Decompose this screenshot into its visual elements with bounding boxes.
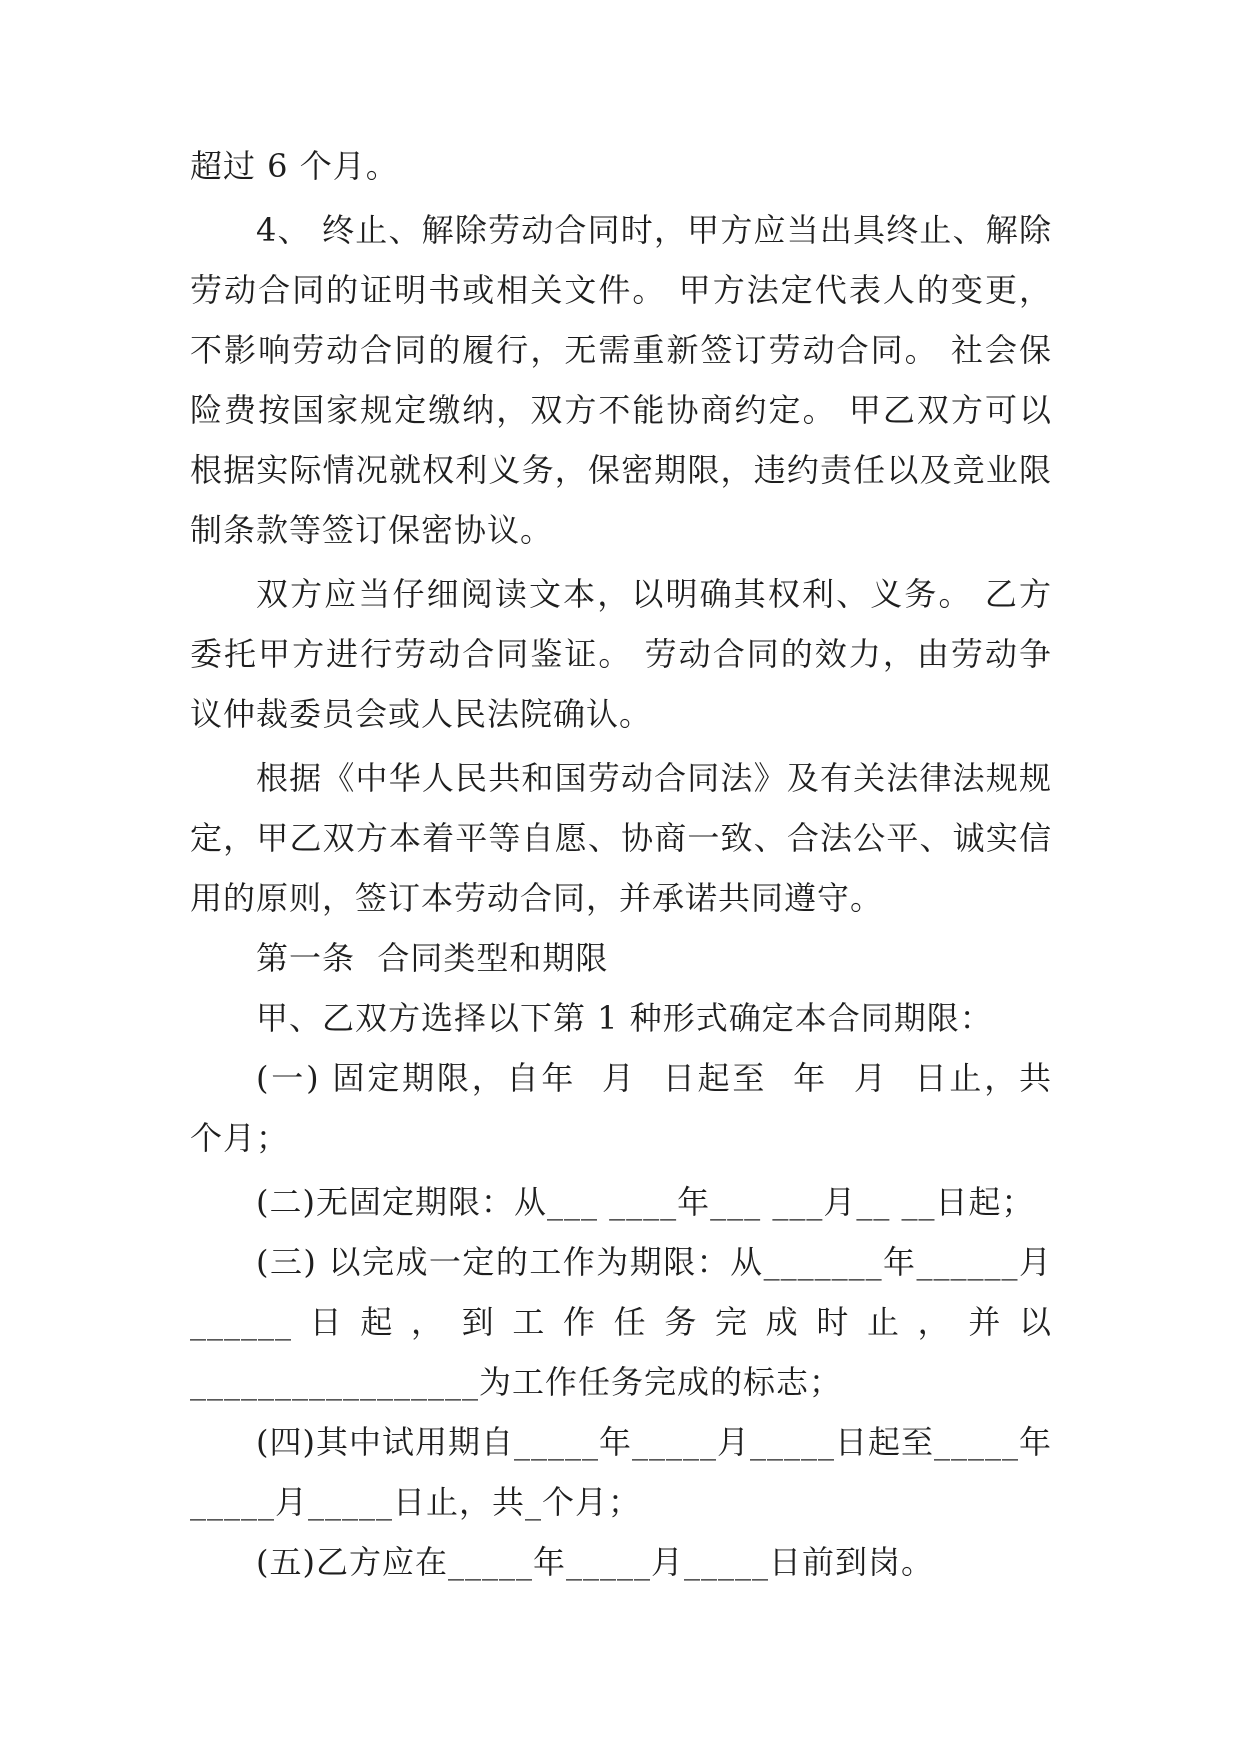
term-option-task-based: (三) 以完成一定的工作为期限：从_______年______月______日起，到工作任务完成时止，并以_________________为工作任务完成的标志； (190, 1243, 1052, 1401)
term-option-open-ended: (二)无固定期限：从___ ____年___ ___月__ __日起； (256, 1183, 1035, 1221)
paragraph-continuation: 超过 6 个月。 (190, 147, 399, 185)
start-date-clause: (五)乙方应在_____年_____月_____日前到岗。 (256, 1543, 934, 1581)
paragraph-termination-clause: 4、 终止、解除劳动合同时，甲方应当出具终止、解除劳动合同的证明书或相关文件。 甲方法定代表人的变更，不影响劳动合同的履行，无需重新签订劳动合同。 社会保险费按国家规定缴纳，双方不能协商约定。 甲乙双方可以根据实际情况就权利义务，保密期限，违约责任以及竞业限制条款等签订保密协议。 (190, 211, 1052, 549)
article-one-heading: 第一条 合同类型和期限 (256, 939, 609, 977)
probation-period: (四)其中试用期自_____年_____月_____日起至_____年_____月_____日止，共_个月； (190, 1423, 1052, 1521)
paragraph-term-selection: 甲、乙双方选择以下第 1 种形式确定本合同期限： (256, 999, 993, 1037)
contract-text-body (190, 136, 1075, 1592)
paragraph-legal-basis: 根据《中华人民共和国劳动合同法》及有关法律法规规定，甲乙双方本着平等自愿、协商一致、合法公平、诚实信用的原则，签订本劳动合同，并承诺共同遵守。 (190, 759, 1052, 917)
paragraph-reading-notice: 双方应当仔细阅读文本，以明确其权利、义务。 乙方委托甲方进行劳动合同鉴证。 劳动合同的效力，由劳动争议仲裁委员会或人民法院确认。 (190, 575, 1052, 733)
term-option-fixed: (一) 固定期限，自年 月 日起至 年 月 日止，共 个月； (190, 1059, 1075, 1157)
